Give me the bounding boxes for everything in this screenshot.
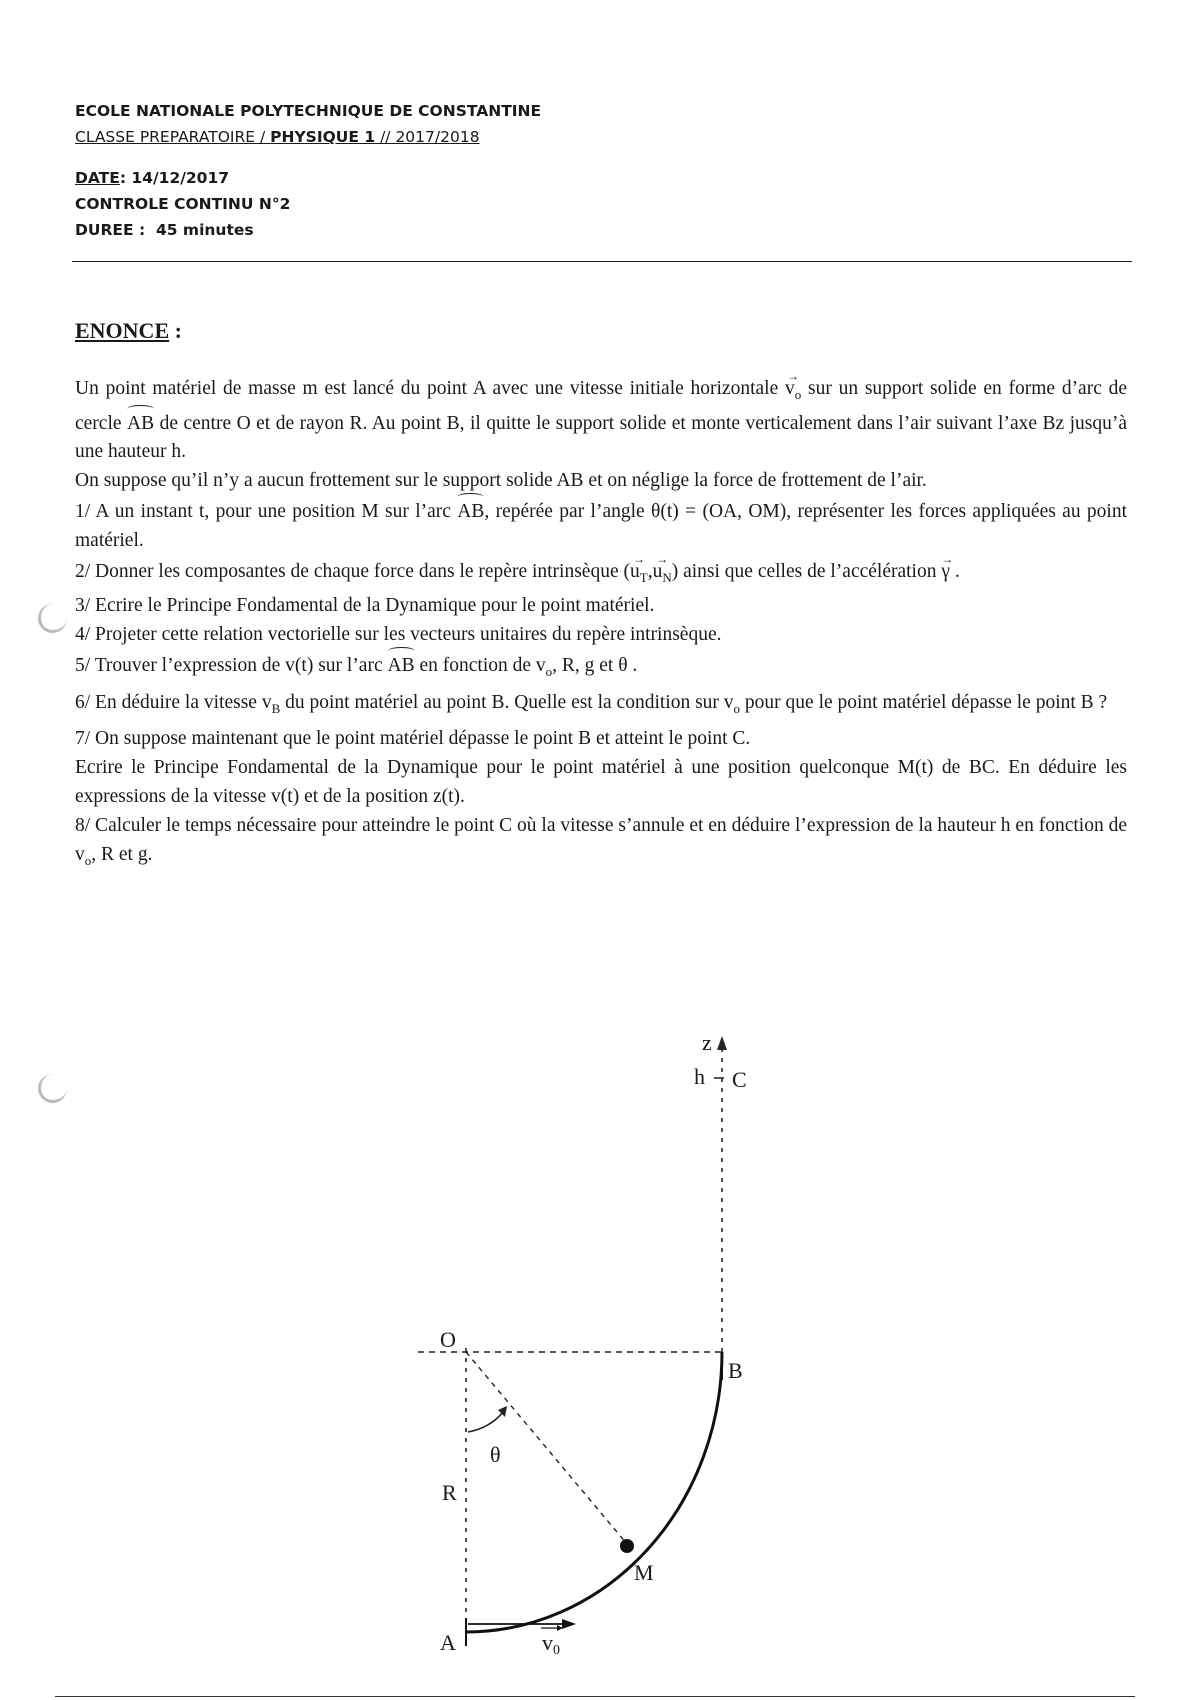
- date-value: : 14/12/2017: [119, 168, 230, 187]
- z-axis-arrowhead: [717, 1036, 727, 1050]
- r-label: R: [442, 1480, 457, 1505]
- intro-paragraph-1: Un point matériel de masse m est lancé du point A avec une vitesse initiale horizontale → $v_o$ sur un support solide en forme d’arc de cercle AB de centre O et de rayon R. Au point B, il quitte le support solide et monte verticalement dans l’air suivant l’axe Bz jusqu’à une hauteur h.: [75, 375, 1127, 467]
- theta-label: θ: [490, 1442, 501, 1467]
- exam-name: CONTROLE CONTINU N°2: [75, 195, 291, 214]
- statement-title: ENONCE :: [75, 318, 182, 343]
- school-year: // 2017/2018: [380, 128, 480, 147]
- arc-support: [466, 1352, 722, 1632]
- footer-divider: [55, 1696, 1135, 1697]
- question-5: 5/ Trouver l’expression de v(t) sur l’arc AB en fonction de $v_o$, R, g et θ .: [75, 652, 1127, 687]
- question-6: 6/ En déduire la vitesse $v_B$ du point matériel au point B. Quelle est la condition sur $v_o$ pour que le point matériel dépasse le point B ?: [75, 691, 1108, 716]
- v0-vector: → $v_o$: [785, 375, 801, 410]
- point-a-label: A: [440, 1630, 456, 1655]
- z-label: z: [702, 1030, 712, 1055]
- question-8: 8/ Calculer le temps nécessaire pour atteindre le point C où la vitesse s’annule et en déduire l’expression de la hauteur h en fonction de $v_o$, R et g.: [75, 814, 1127, 868]
- gamma-vector: → γ: [941, 558, 950, 587]
- arc-ab-symbol: AB: [127, 410, 154, 439]
- mass-point-m: [620, 1539, 634, 1553]
- class-line: CLASSE PREPARATOIRE / PHYSIQUE 1 // 2017/2018: [75, 128, 480, 147]
- question-1: 1/ A un instant t, pour une position M sur l’arc AB, repérée par l’angle θ(t) = (OA, OM), représenter les forces appliquées au point matériel.: [75, 498, 1127, 556]
- duration-value: 45 minutes: [155, 221, 254, 240]
- duration-label: DUREE :: [75, 221, 146, 240]
- theta-arc: [468, 1412, 503, 1432]
- question-7: 7/ On suppose maintenant que le point matériel dépasse le point B et atteint le point C. Ecrire le Principe Fondamental de la Dynamique pour le point matériel à une position quelconque M(t) de BC. En déduire les expressions de la vitesse v(t) et de la position z(t).: [75, 728, 1127, 807]
- v0-label: v0: [542, 1630, 560, 1658]
- question-3: 3/ Ecrire le Principe Fondamental de la Dynamique pour le point matériel.: [75, 595, 655, 617]
- velocity-arrowhead: [562, 1619, 576, 1629]
- point-o-label: O: [440, 1327, 456, 1352]
- theta-definition: θ(t) = (OA, OM): [651, 501, 787, 523]
- subject-label: PHYSIQUE 1: [270, 128, 376, 147]
- question-4: 4/ Projeter cette relation vectorielle sur les vecteurs unitaires du repère intrinsèque.: [75, 624, 722, 646]
- school-name: ECOLE NATIONALE POLYTECHNIQUE DE CONSTANTINE: [75, 102, 542, 120]
- point-c-label: C: [732, 1067, 747, 1092]
- class-label: CLASSE PREPARATOIRE: [75, 128, 256, 147]
- point-m-label: M: [634, 1560, 654, 1585]
- point-b-label: B: [728, 1358, 743, 1383]
- question-2: 2/ Donner les composantes de chaque force dans le repère intrinsèque (→ $u_T,\to u_N$) ainsi que celles de l’accélération → γ .: [75, 558, 1127, 593]
- intrinsic-basis: (→ $u_T,\to u_N$): [624, 561, 679, 582]
- intro-paragraph-2: On suppose qu’il n’y a aucun frottement sur le support solide AB et on néglige la force de frottement de l’air.: [75, 470, 927, 492]
- h-label: h: [694, 1064, 705, 1089]
- date-label: DATE: [75, 168, 120, 187]
